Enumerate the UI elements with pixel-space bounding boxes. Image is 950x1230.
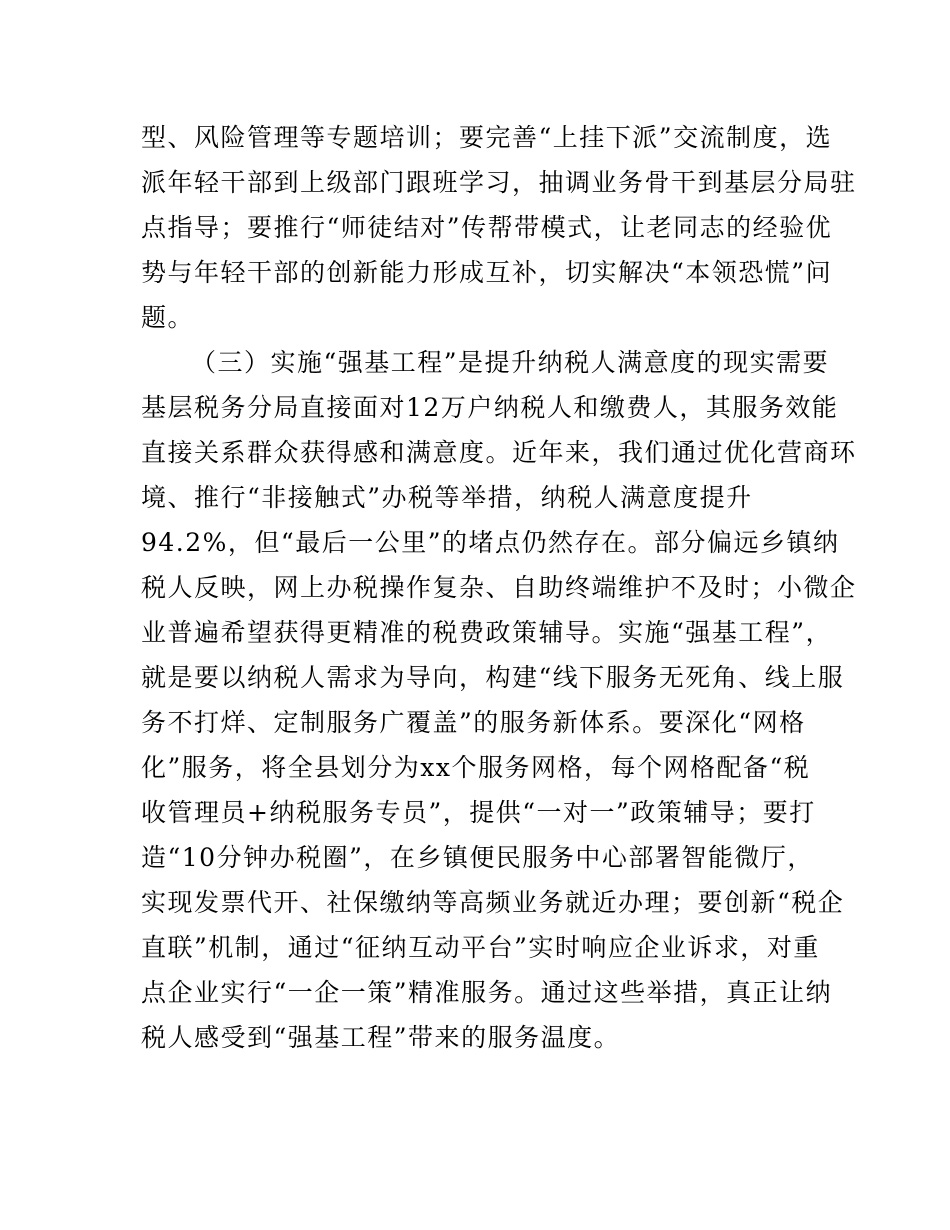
text-line: 税人反映，网上办税操作复杂、自助终端维护不及时；小微企 xyxy=(141,573,857,602)
text-line: 94.2%，但“最后一公里”的堵点仍然存在。部分偏远乡镇纳 xyxy=(141,528,840,557)
text-line: 直接关系群众获得感和满意度。近年来，我们通过优化营商环 xyxy=(141,438,857,467)
text-line: 点企业实行“一企一策”精准服务。通过这些举措，真正让纳 xyxy=(141,978,833,1007)
text-line: 税人感受到“强基工程”带来的服务温度。 xyxy=(141,1023,621,1052)
text-line: 基层税务分局直接面对12万户纳税人和缴费人，其服务效能 xyxy=(141,393,839,422)
text-line: 境、推行“非接触式”办税等举措，纳税人满意度提升 xyxy=(141,483,753,512)
text-line: 就是要以纳税人需求为导向，构建“线下服务无死角、线上服 xyxy=(141,663,845,692)
text-line: 化”服务，将全县划分为xx个服务网格，每个网格配备“税 xyxy=(141,753,811,782)
text-line: 业普遍希望获得更精准的税费政策辅导。实施“强基工程”， xyxy=(141,618,833,647)
text-line: 直联”机制，通过“征纳互动平台”实时响应企业诉求，对重 xyxy=(141,933,820,962)
text-line: 题。 xyxy=(141,303,195,332)
text-line: 派年轻干部到上级部门跟班学习，抽调业务骨干到基层分局驻 xyxy=(141,168,857,197)
text-line: 造“10分钟办税圈”，在乡镇便民服务中心部署智能微厅， xyxy=(141,843,814,872)
text-line: 势与年轻干部的创新能力形成互补，切实解决“本领恐慌”问 xyxy=(141,258,833,287)
text-line: 点指导；要推行“师徒结对”传帮带模式，让老同志的经验优 xyxy=(141,213,833,242)
section-heading-line: （三）实施“强基工程”是提升纳税人满意度的现实需要 xyxy=(191,348,830,377)
paragraph-training xyxy=(141,115,857,340)
paragraph-strengthen-foundation xyxy=(141,340,857,1060)
text-line: 收管理员+纳税服务专员”，提供“一对一”政策辅导；要打 xyxy=(141,798,816,827)
text-line: 型、风险管理等专题培训；要完善“上挂下派”交流制度，选 xyxy=(141,123,833,152)
text-line: 务不打烊、定制服务广覆盖”的服务新体系。要深化“网格 xyxy=(141,708,806,737)
text-line: 实现发票代开、社保缴纳等高频业务就近办理；要创新“税企 xyxy=(141,888,845,917)
